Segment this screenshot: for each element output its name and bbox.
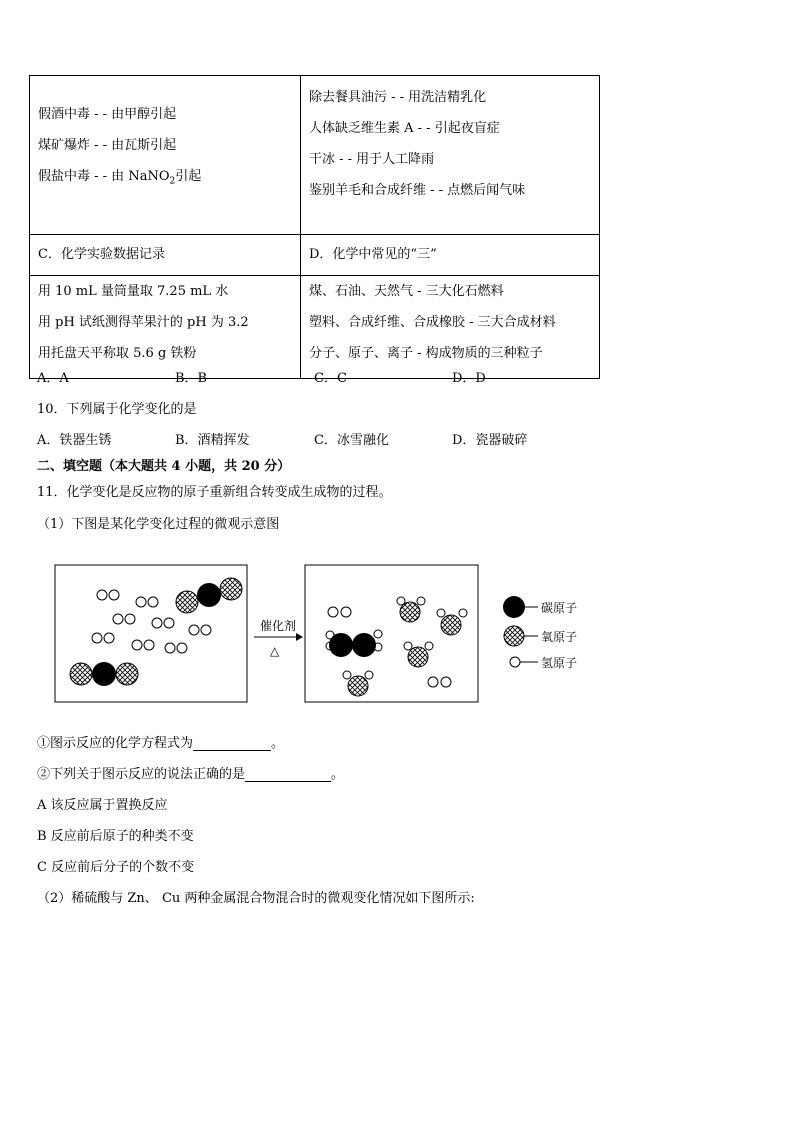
hydrogen-atom-icon <box>510 657 520 667</box>
q10-stem: 10．下列属于化学变化的是 <box>37 402 197 417</box>
option-d-content <box>301 276 600 379</box>
methane-like-molecule <box>326 630 382 657</box>
q9-option-b[interactable]: B．B <box>175 371 208 386</box>
option-b-content <box>30 76 301 235</box>
answer-blank-1[interactable] <box>193 736 271 751</box>
table-line: 煤矿爆炸 - - 由瓦斯引起 <box>38 138 177 153</box>
q11-part2: （2）稀硫酸与 Zn、 Cu 两种金属混合物混合时的微观变化情况如下图所示: <box>37 891 475 906</box>
q11-part1: （1）下图是某化学变化过程的微观示意图 <box>37 517 280 532</box>
table-line: 用托盘天平称取 5.6 g 铁粉 <box>38 346 197 361</box>
table-line: 煤、石油、天然气 - 三大化石燃料 <box>309 284 504 299</box>
legend-oxygen: 氧原子 <box>541 630 578 644</box>
q11-sub2: ②下列关于图示反应的说法正确的是 。 <box>37 767 345 782</box>
table-line: 假酒中毒 - - 由甲醇引起 <box>38 107 177 122</box>
q11-choice-a[interactable]: A 该反应属于置换反应 <box>37 798 168 813</box>
q10-option-c[interactable]: C．冰雪融化 <box>314 433 389 448</box>
arrow-head <box>296 633 303 641</box>
diagram-legend <box>503 596 577 670</box>
carbon-dioxide-molecules <box>70 578 242 686</box>
legend-carbon: 碳原子 <box>541 601 578 615</box>
table-line: 干冰 - - 用于人工降雨 <box>309 152 435 167</box>
q11-stem: 11．化学变化是反应物的原子重新组合转变成生成物的过程。 <box>37 485 392 500</box>
q11-choice-b[interactable]: B 反应前后原子的种类不变 <box>37 829 194 844</box>
table-line: 用 pH 试纸测得苹果汁的 pH 为 3.2 <box>38 315 249 330</box>
catalyst-label: 催化剂 <box>260 619 297 633</box>
table-line: 人体缺乏维生素 A - - 引起夜盲症 <box>309 121 500 136</box>
reaction-diagram <box>0 550 794 710</box>
legend-hydrogen: 氢原子 <box>541 656 578 670</box>
table-line: 用 10 mL 量筒量取 7.25 mL 水 <box>38 284 229 299</box>
heat-label: △ <box>270 644 280 658</box>
option-c-header: C．化学实验数据记录 <box>30 235 301 276</box>
oxygen-atom-icon <box>504 626 524 646</box>
table-line: 除去餐具油污 - - 用洗洁精乳化 <box>309 90 487 105</box>
table-line: 分子、原子、离子 - 构成物质的三种粒子 <box>309 346 543 361</box>
section-heading: 二、填空题（本大题共 4 小题，共 20 分） <box>37 459 291 474</box>
table-line: 假盐中毒 - - 由 NaNO$_2$引起 <box>38 169 202 187</box>
answer-blank-2[interactable] <box>245 767 331 782</box>
q9-option-c[interactable]: C．C <box>314 371 347 386</box>
carbon-atom-icon <box>503 596 525 618</box>
option-c-content <box>30 276 301 379</box>
table-line: 鉴别羊毛和合成纤维 - - 点燃后闻气味 <box>309 183 526 198</box>
q9-option-a[interactable]: A．A <box>37 371 69 386</box>
q10-option-a[interactable]: A．铁器生锈 <box>37 433 112 448</box>
option-d-header: D．化学中常见的“三” <box>301 235 600 276</box>
q11-sub1: ①图示反应的化学方程式为 。 <box>37 736 285 751</box>
q9-options-table <box>29 75 600 379</box>
q9-option-d[interactable]: D．D <box>452 371 486 386</box>
option-b-right-content <box>301 76 600 235</box>
table-line: 塑料、合成纤维、合成橡胶 - 三大合成材料 <box>309 315 556 330</box>
q11-choice-c[interactable]: C 反应前后分子的个数不变 <box>37 860 195 875</box>
q10-option-d[interactable]: D．瓷器破碎 <box>452 433 528 448</box>
q10-option-b[interactable]: B．酒精挥发 <box>175 433 250 448</box>
